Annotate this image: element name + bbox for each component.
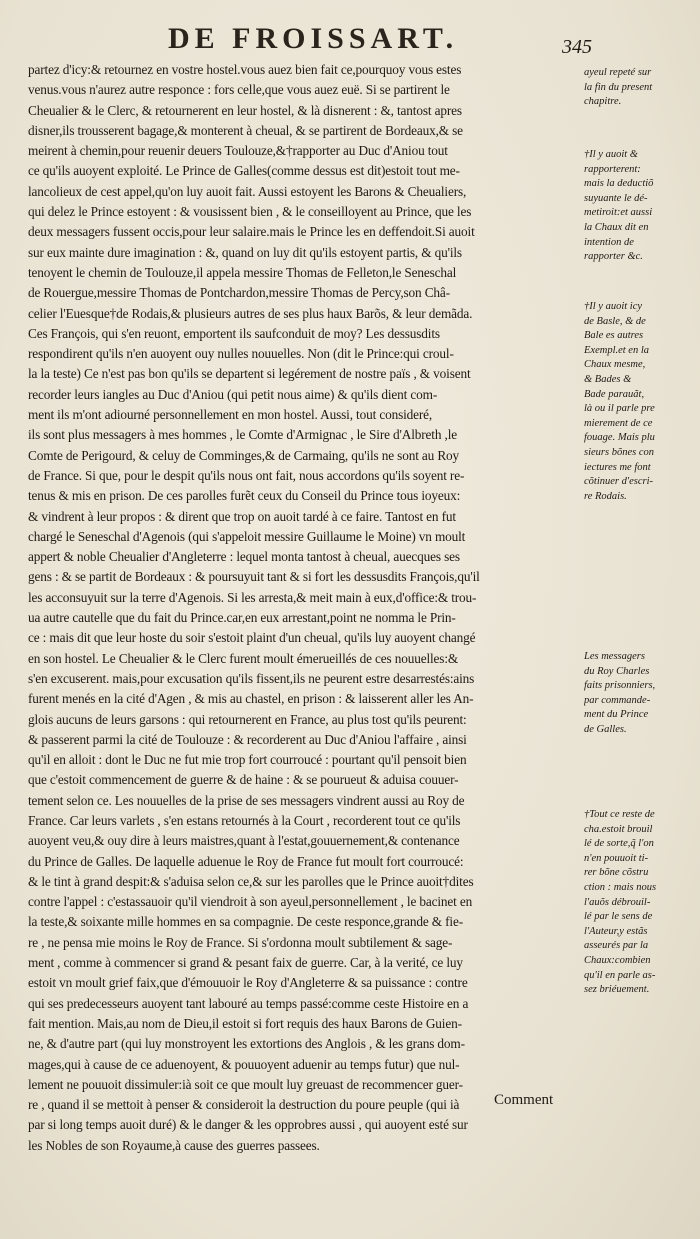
text-line: Ces François, qui s'en reuont, emportent ils saufconduit de moy? Les dessusdits: [28, 325, 440, 341]
text-line: Cheualier & le Clerc, & retournerent en leur hostel, & là disnerent : &, tantost apres: [28, 102, 462, 118]
text-line: qu'il en alloit : dont le Duc ne fut mie trop fort courroucé : pourtant qu'il pensoit bien: [28, 752, 467, 768]
text-line: de France. Si que, pour le despit qu'ils nous ont fait, nous accordons qu'ils soyent re-: [28, 467, 465, 483]
text-line: furent menés en la cité d'Agen , & mis au chastel, en prison : & laisserent aller les An-: [28, 691, 474, 707]
margin-note-line: qu'il en parle as-: [584, 969, 656, 981]
margin-note-line: †Tout ce reste de: [584, 809, 655, 820]
text-line: recorder leurs iangles au Duc d'Aniou (qui petit nous aime) & qu'ils dient com-: [28, 386, 438, 402]
margin-note-line: chapitre.: [584, 96, 622, 108]
margin-note-line: lé par le sens de: [584, 911, 653, 923]
text-line: fait mention. Mais,au nom de Dieu,il estoit si fort requis des haux Barons de Guien-: [28, 1015, 462, 1031]
margin-note-line: asseurés par la: [584, 940, 649, 952]
margin-note-line: sez briéuement.: [584, 984, 650, 996]
text-line: ce : mais dit que leur hoste du soir s'estoit plaint d'un cheual, qu'ils luy auoyent changé: [28, 630, 476, 646]
text-line: re , ne pensa mie moins le Roy de France. Si s'ordonna moult subtilement & sage-: [28, 934, 453, 950]
margin-note-line: du Roy Charles: [584, 665, 650, 677]
text-line: par si long temps auoit duré) & le danger & les opprobres aussi , qui auoyent esté sur: [28, 1117, 468, 1133]
text-line: la la teste) Ce n'est pas bon qu'ils se departent si legérement de nostre païs , & voisent: [28, 366, 471, 382]
text-line: glois aucuns de leurs garsons : qui retournerent en France, au plus tost qu'ils peurent:: [28, 711, 467, 727]
text-line: gens : & se partit de Bordeaux : & poursuyuit tant & si fort les dessusdits François,qu'il: [28, 569, 480, 585]
text-line: chargé le Seneschal d'Agenois (qui s'appeloit messire Guillaume le Moine) vn moult: [28, 528, 466, 544]
text-line: celier l'Euesque†de Rodais,& plusieurs autres de ses plus haux Barõs, & leur demãda.: [28, 305, 473, 321]
margin-note-line: re Rodais.: [584, 490, 627, 502]
text-line: du Prince de Galles. De laquelle aduenue le Roy de France fut moult fort courroucé:: [28, 853, 464, 869]
margin-note-line: la fin du present: [584, 81, 653, 93]
text-line: ment , comme à commencer si grand & pesant faix de guerre. Car, à la verité, ce luy: [28, 955, 463, 971]
text-line: ne, & d'autre part (qui luy monstroyent les extortions des Anglois , & les grans dom-: [28, 1036, 465, 1052]
margin-note-line: Bade parauãt,: [584, 388, 645, 400]
margin-note-line: la Chaux dit en: [584, 221, 649, 233]
margin-note-line: faits prisonniers,: [584, 680, 656, 692]
margin-note-line: sieurs bõnes con: [584, 446, 654, 458]
margin-note-line: suyuante le dé-: [584, 192, 648, 204]
margin-note-line: ment du Prince: [584, 709, 649, 721]
margin-note-line: & Bades &: [584, 373, 632, 385]
text-line: que c'estoit commencement de guerre & de haine : & se pourueut & aduisa couuer-: [28, 772, 459, 788]
margin-note-line: rer bõne cõstru: [584, 867, 649, 879]
margin-note-line: †Il y auoit icy: [584, 301, 643, 312]
text-line: ce qu'ils auoyent exploité. Le Prince de Galles(comme dessus est dit)estoit tout me-: [28, 163, 460, 179]
text-line: contre l'appel : c'estassauoir qu'il viendroit à son ayeul,personnellement , le bacinet en: [28, 894, 473, 910]
margin-note-line: de Galles.: [584, 723, 627, 735]
text-line: appert & noble Cheualier d'Angleterre : lequel monta tantost à cheual, auecques ses: [28, 549, 460, 565]
margin-note: [584, 66, 696, 110]
text-line: les acconsuyuit sur la terre d'Agenois. Si les arresta,& meit main à eux,d'office:& trou-: [28, 589, 477, 605]
text-line: auoyent veu,& ouy dire à leurs maistres,quant à l'estat,gouuernement,& contenance: [28, 833, 460, 849]
text-line: partez d'icy:& retournez en vostre hostel.vous auez bien fait ce,pourquoy vous estes: [28, 62, 462, 77]
text-line: qui delez le Prince estoyent : & vousissent bien , & le conseilloyent au Prince, que les: [28, 204, 472, 220]
text-line: lement ne pouuoit dissimuler:ià soit ce que moult luy greuast de recommencer guer-: [28, 1076, 463, 1092]
margin-note-line: cha.estoit brouil: [584, 823, 653, 835]
text-line: meirent à chemin,pour reuenir deuers Toulouze,&†rapporter au Duc d'Aniou tout: [28, 143, 448, 159]
margin-note-line: fouage. Mais plu: [584, 432, 655, 444]
main-text-column: [28, 60, 580, 1156]
running-title: DE FROISSART.: [168, 22, 459, 55]
margin-note: [584, 148, 696, 265]
text-line: & vindrent à leur propos : & dirent que trop on auoit tardé à ce faire. Tantost en fut: [28, 508, 456, 524]
margin-note-line: mais la deductiõ: [584, 178, 654, 190]
text-line: ua autre cautelle que du fait du Prince.car,en eux arrestant,point ne nomma le Prin-: [28, 610, 456, 626]
margin-note-line: n'en pouuoit ti-: [584, 852, 649, 864]
margin-note-line: Exempl.et en la: [584, 344, 650, 356]
margin-note-line: cõtinuer d'escri-: [584, 476, 654, 488]
margin-note-line: Bale es autres: [584, 330, 644, 342]
text-line: lancolieux de cest appel,qu'on luy auoit fait. Aussi estoyent les Barons & Cheualiers,: [28, 183, 467, 199]
margin-note-line: là ou il parle pre: [584, 403, 655, 415]
text-line: tement selon ce. Les nouuelles de la prise de ses messagers vindrent aussi au Roy de: [28, 792, 465, 808]
page-number: 345: [562, 36, 592, 58]
text-line: deux messagers fussent occis,pour leur salaire.mais le Prince les en deffendoit.Si auoit: [28, 224, 475, 240]
margin-note-line: mierement de ce: [584, 417, 653, 429]
text-line: tenoyent le chemin de Toulouze,il appela messire Thomas de Felleton,le Seneschal: [28, 264, 457, 280]
text-line: tenus & mis en prison. De ces parolles furẽt ceux du Conseil du Prince tous ioyeux:: [28, 488, 461, 504]
text-line: respondirent qu'ils n'en auoyent ouy nulles nouuelles. Non (dit le Prince:qui croul-: [28, 346, 454, 362]
margin-note-line: ayeul repeté sur: [584, 67, 652, 78]
margin-note-line: †Il y auoit &: [584, 149, 638, 160]
margin-note-line: ction : mais nous: [584, 881, 657, 893]
margin-note-line: rapporter &c.: [584, 251, 643, 263]
margin-note-line: Chaux:combien: [584, 954, 651, 966]
text-line: & le tint à grand despit:& s'aduisa selon ce,& sur les parolles que le Prince auoit†dites: [28, 873, 474, 889]
margin-note: [584, 808, 696, 998]
text-line: s'en excuserent. mais,pour excusation qu'ils fissent,ils ne peurent estre desarrestés:ains: [28, 670, 475, 686]
margin-note: [584, 300, 696, 504]
text-line: re , quand il se mettoit à penser & consideroit la destruction du poure peuple (qui ià: [28, 1097, 460, 1113]
text-line: ment ils m'ont adiourné personnellement en mon hostel. Aussi, tout consideré,: [28, 407, 433, 423]
text-line: de Rouergue,messire Thomas de Pontchardon,messire Thomas de Percy,son Châ-: [28, 285, 450, 301]
margin-note-line: rapporterent:: [584, 163, 641, 175]
margin-note-line: l'auõs débrouil-: [584, 896, 651, 908]
text-line: estoit vn moult grief faix,que d'émouuoir le Roy d'Angleterre & sa puissance : contre: [28, 975, 468, 991]
text-line: France. Car leurs varlets , s'en estans retournés à la Court , recorderent tout ce qu'ils: [28, 812, 461, 828]
margin-note-line: lé de sorte,q̃ l'on: [584, 838, 654, 850]
text-line: disner,ils trousserent bagage,& monterent à cheual, & se partirent de Bordeaux,& se: [28, 122, 463, 138]
catchword: Comment: [494, 1092, 554, 1108]
text-line: & passerent parmi la cité de Toulouze : & recorderent au Duc d'Aniou l'affaire , ainsi: [28, 731, 467, 747]
text-line: qui ses predecesseurs auoyent tant labouré au temps passé:comme ceste Histoire en a: [28, 995, 469, 1011]
margin-note-line: l'Auteur,y estãs: [584, 925, 648, 937]
text-line: Comte de Perigourd, & celuy de Comminges,& de Carmaing, qu'ils ne sont au Roy: [28, 447, 460, 463]
margin-note: [584, 650, 696, 738]
margin-note-line: par commande-: [584, 694, 651, 706]
margin-note-line: de Basle, & de: [584, 315, 646, 327]
margin-note-line: Chaux mesme,: [584, 359, 646, 371]
text-line: ils sont plus messagers à mes hommes , le Comte d'Armignac , le Sire d'Albreth ,le: [28, 427, 457, 443]
text-line: en son hostel. Le Cheualier & le Clerc furent moult émerueillés de ces nouuelles:&: [28, 650, 459, 666]
margin-note-line: iectures me font: [584, 461, 651, 473]
text-line: la teste,& soixante mille hommes en sa compagnie. De ceste responce,grande & fie-: [28, 914, 463, 930]
text-line: sur eux mainte dure imagination : &, quand on luy dit qu'ils estoyent partis, & qu'ils: [28, 244, 462, 260]
text-line: venus.vous n'aurez autre responce : fors celle,que vous auez euë. Si se partirent le: [28, 82, 450, 98]
margin-note-line: intention de: [584, 236, 634, 248]
text-line: les Nobles de son Royaume,à cause des guerres passees.: [28, 1137, 320, 1153]
margin-note-line: metiroit:et aussi: [584, 207, 653, 219]
text-line: mages,qui à cause de ce aduenoyent, & pouuoyent aduenir au temps futur) que nul-: [28, 1056, 460, 1072]
margin-note-line: Les messagers: [584, 651, 645, 662]
